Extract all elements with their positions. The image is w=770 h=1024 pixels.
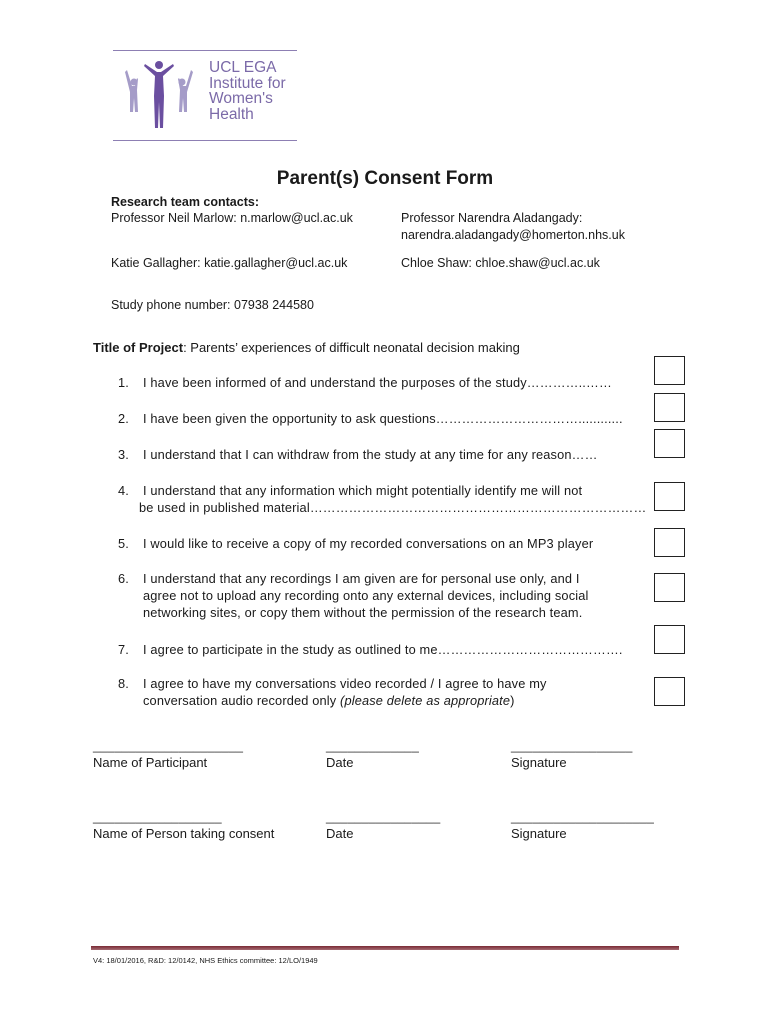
consent-taker-name-label: Name of Person taking consent xyxy=(93,826,275,841)
consent-item xyxy=(118,535,648,552)
participant-date-line[interactable]: _____________ xyxy=(326,739,419,753)
item-text: networking sites, or copy them without the permission of the research team. xyxy=(143,605,583,620)
item-text-with-note xyxy=(143,692,648,709)
study-phone: Study phone number: 07938 244580 xyxy=(111,298,314,312)
item-text: I would like to receive a copy of my recorded conversations on an MP3 player xyxy=(143,536,594,551)
item-text: I understand that any information which might potentially identify me will not xyxy=(143,483,583,498)
participant-signature-label: Signature xyxy=(511,755,567,770)
item-text: I agree to have my conversations video recorded / I agree to have my xyxy=(143,676,547,691)
consent-item xyxy=(118,641,648,658)
item-text: be used in published material…………………………………………………………………… xyxy=(139,500,647,515)
consent-checkbox-1[interactable] xyxy=(654,356,685,385)
footer-version: V4: 18/01/2016, R&D: 12/0142, NHS Ethics committee: 12/LO/1949 xyxy=(93,956,318,965)
consent-item xyxy=(118,675,648,709)
consent-checkbox-7[interactable] xyxy=(654,625,685,654)
item-number: 5. xyxy=(118,536,129,551)
item-number: 1. xyxy=(118,375,129,390)
consent-checkbox-5[interactable] xyxy=(654,528,685,557)
consent-taker-signature-line[interactable]: ____________________ xyxy=(511,810,655,824)
consent-taker-date-line[interactable]: ________________ xyxy=(326,810,441,824)
logo-bottom-rule xyxy=(113,140,297,141)
item-text: I have been given the opportunity to ask questions……………………………............ xyxy=(143,411,623,426)
participant-date-label: Date xyxy=(326,755,354,770)
consent-taker-name-line[interactable]: __________________ xyxy=(93,810,222,824)
consent-checkbox-3[interactable] xyxy=(654,429,685,458)
logo-line: Women's xyxy=(209,90,273,107)
consent-taker-signature-label: Signature xyxy=(511,826,567,841)
consent-item xyxy=(118,446,648,463)
logo-top-rule xyxy=(113,50,297,51)
consent-item xyxy=(118,374,648,391)
logo-line: Health xyxy=(209,105,254,123)
item-note: (please delete as appropriate xyxy=(340,693,511,708)
item-number: 3. xyxy=(118,447,129,462)
item-note-end: ) xyxy=(510,693,515,708)
logo-line: Institute for xyxy=(209,74,286,92)
item-number: 6. xyxy=(118,571,129,586)
project-title xyxy=(93,339,520,356)
contact-gallagher: Katie Gallagher: katie.gallagher@ucl.ac.uk xyxy=(111,256,348,270)
consent-item xyxy=(118,482,648,516)
consent-checkbox-4[interactable] xyxy=(654,482,685,511)
item-number: 8. xyxy=(118,676,129,691)
consent-item xyxy=(118,570,648,621)
three-figures-logo-icon xyxy=(117,56,201,136)
contact-aladangady-name: Professor Narendra Aladangady: xyxy=(401,211,583,225)
project-title-value: : Parents’ experiences of difficult neonatal decision making xyxy=(183,340,520,355)
consent-checkbox-8[interactable] xyxy=(654,677,685,706)
item-number: 2. xyxy=(118,411,129,426)
consent-item xyxy=(118,410,648,427)
contact-marlow: Professor Neil Marlow: n.marlow@ucl.ac.uk xyxy=(111,211,353,225)
participant-name-line[interactable]: _____________________ xyxy=(93,739,244,753)
participant-name-label: Name of Participant xyxy=(93,755,208,770)
item-text: I understand that I can withdraw from the study at any time for any reason…… xyxy=(143,447,598,462)
consent-checkbox-2[interactable] xyxy=(654,393,685,422)
item-number: 4. xyxy=(118,483,129,498)
item-text: agree not to upload any recording onto any external devices, including social xyxy=(143,588,589,603)
contact-aladangady-email: narendra.aladangady@homerton.nhs.uk xyxy=(401,228,625,242)
consent-taker-date-label: Date xyxy=(326,826,354,841)
item-text: I understand that any recordings I am given are for personal use only, and I xyxy=(143,571,580,586)
footer-rule xyxy=(91,946,679,950)
contacts-heading: Research team contacts: xyxy=(111,195,259,209)
page-title: Parent(s) Consent Form xyxy=(276,168,494,189)
item-text: I agree to participate in the study as outlined to me……………………………………. xyxy=(143,642,623,657)
project-title-label: Title of Project xyxy=(93,340,184,355)
item-number: 7. xyxy=(118,642,129,657)
logo-line: UCL EGA xyxy=(209,59,277,76)
item-text: conversation audio recorded only xyxy=(143,693,341,708)
item-text: I have been informed of and understand the purposes of the study…………..…… xyxy=(143,375,612,390)
participant-signature-line[interactable]: _________________ xyxy=(511,739,633,753)
institute-logo xyxy=(113,50,297,142)
contact-shaw: Chloe Shaw: chloe.shaw@ucl.ac.uk xyxy=(401,256,600,270)
consent-checkbox-6[interactable] xyxy=(654,573,685,602)
logo-wordmark xyxy=(209,60,286,122)
